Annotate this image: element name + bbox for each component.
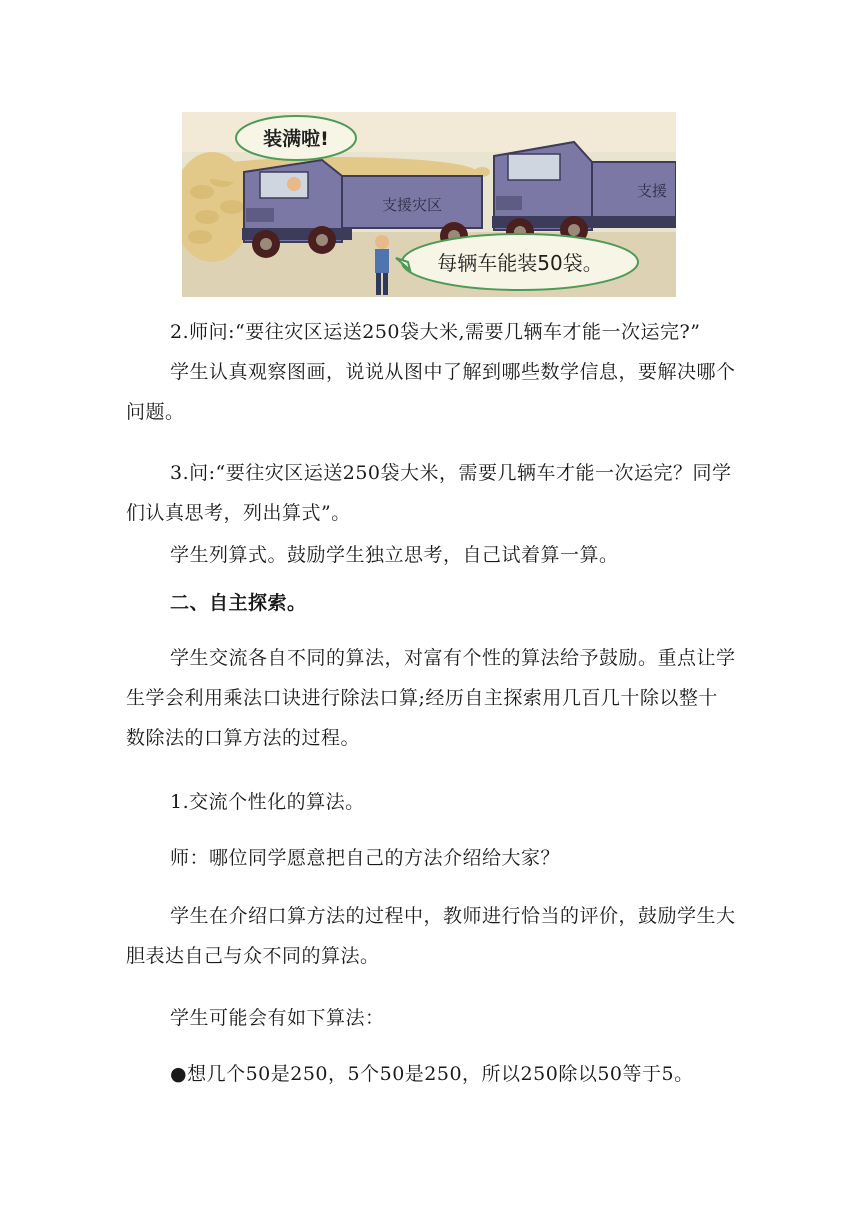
truck-sign-1: 支援灾区 bbox=[381, 196, 443, 214]
paragraph-item-1: 1.交流个性化的算法。 bbox=[170, 791, 365, 813]
paragraph-methods-intro: 学生可能会有如下算法： bbox=[170, 1007, 385, 1029]
paragraph-teacher-question: 2.师问:“要往灾区运送250袋大米,需要几辆车才能一次运完?” bbox=[170, 321, 701, 343]
paragraph-list-formula: 学生列算式。鼓励学生独立思考，自己试着算一算。 bbox=[170, 544, 619, 566]
bubble-full-text: 装满啦! bbox=[263, 128, 329, 150]
paragraph-exchange: 学生交流各自不同的算法，对富有个性的算法给予鼓励。重点让学生学会利用乘法口诀进行除法口算;经历自主探索用几百几十除以整十数除法的口算方法的过程。 bbox=[126, 647, 736, 749]
bubble-capacity-text: 每辆车能装50袋。 bbox=[437, 251, 603, 275]
paragraph-method-bullet: ●想几个50是250，5个50是250，所以250除以50等于5。 bbox=[170, 1063, 694, 1085]
paragraph-evaluation: 学生在介绍口算方法的过程中，教师进行恰当的评价，鼓励学生大胆表达自己与众不同的算法。 bbox=[126, 905, 736, 967]
truck-illustration bbox=[182, 112, 676, 297]
paragraph-question-3: 3.问:“要往灾区运送250袋大米，需要几辆车才能一次运完？同学们认真思考，列出算式”。 bbox=[126, 462, 732, 524]
paragraph-teacher-ask: 师：哪位同学愿意把自己的方法介绍给大家？ bbox=[170, 847, 561, 869]
speech-bubble-capacity bbox=[396, 234, 638, 290]
section-heading: 二、自主探索。 bbox=[170, 592, 307, 614]
speech-bubble-full bbox=[236, 116, 356, 160]
paragraph-observe: 学生认真观察图画，说说从图中了解到哪些数学信息，要解决哪个问题。 bbox=[126, 361, 736, 423]
truck-sign-2: 支援 bbox=[636, 182, 668, 200]
